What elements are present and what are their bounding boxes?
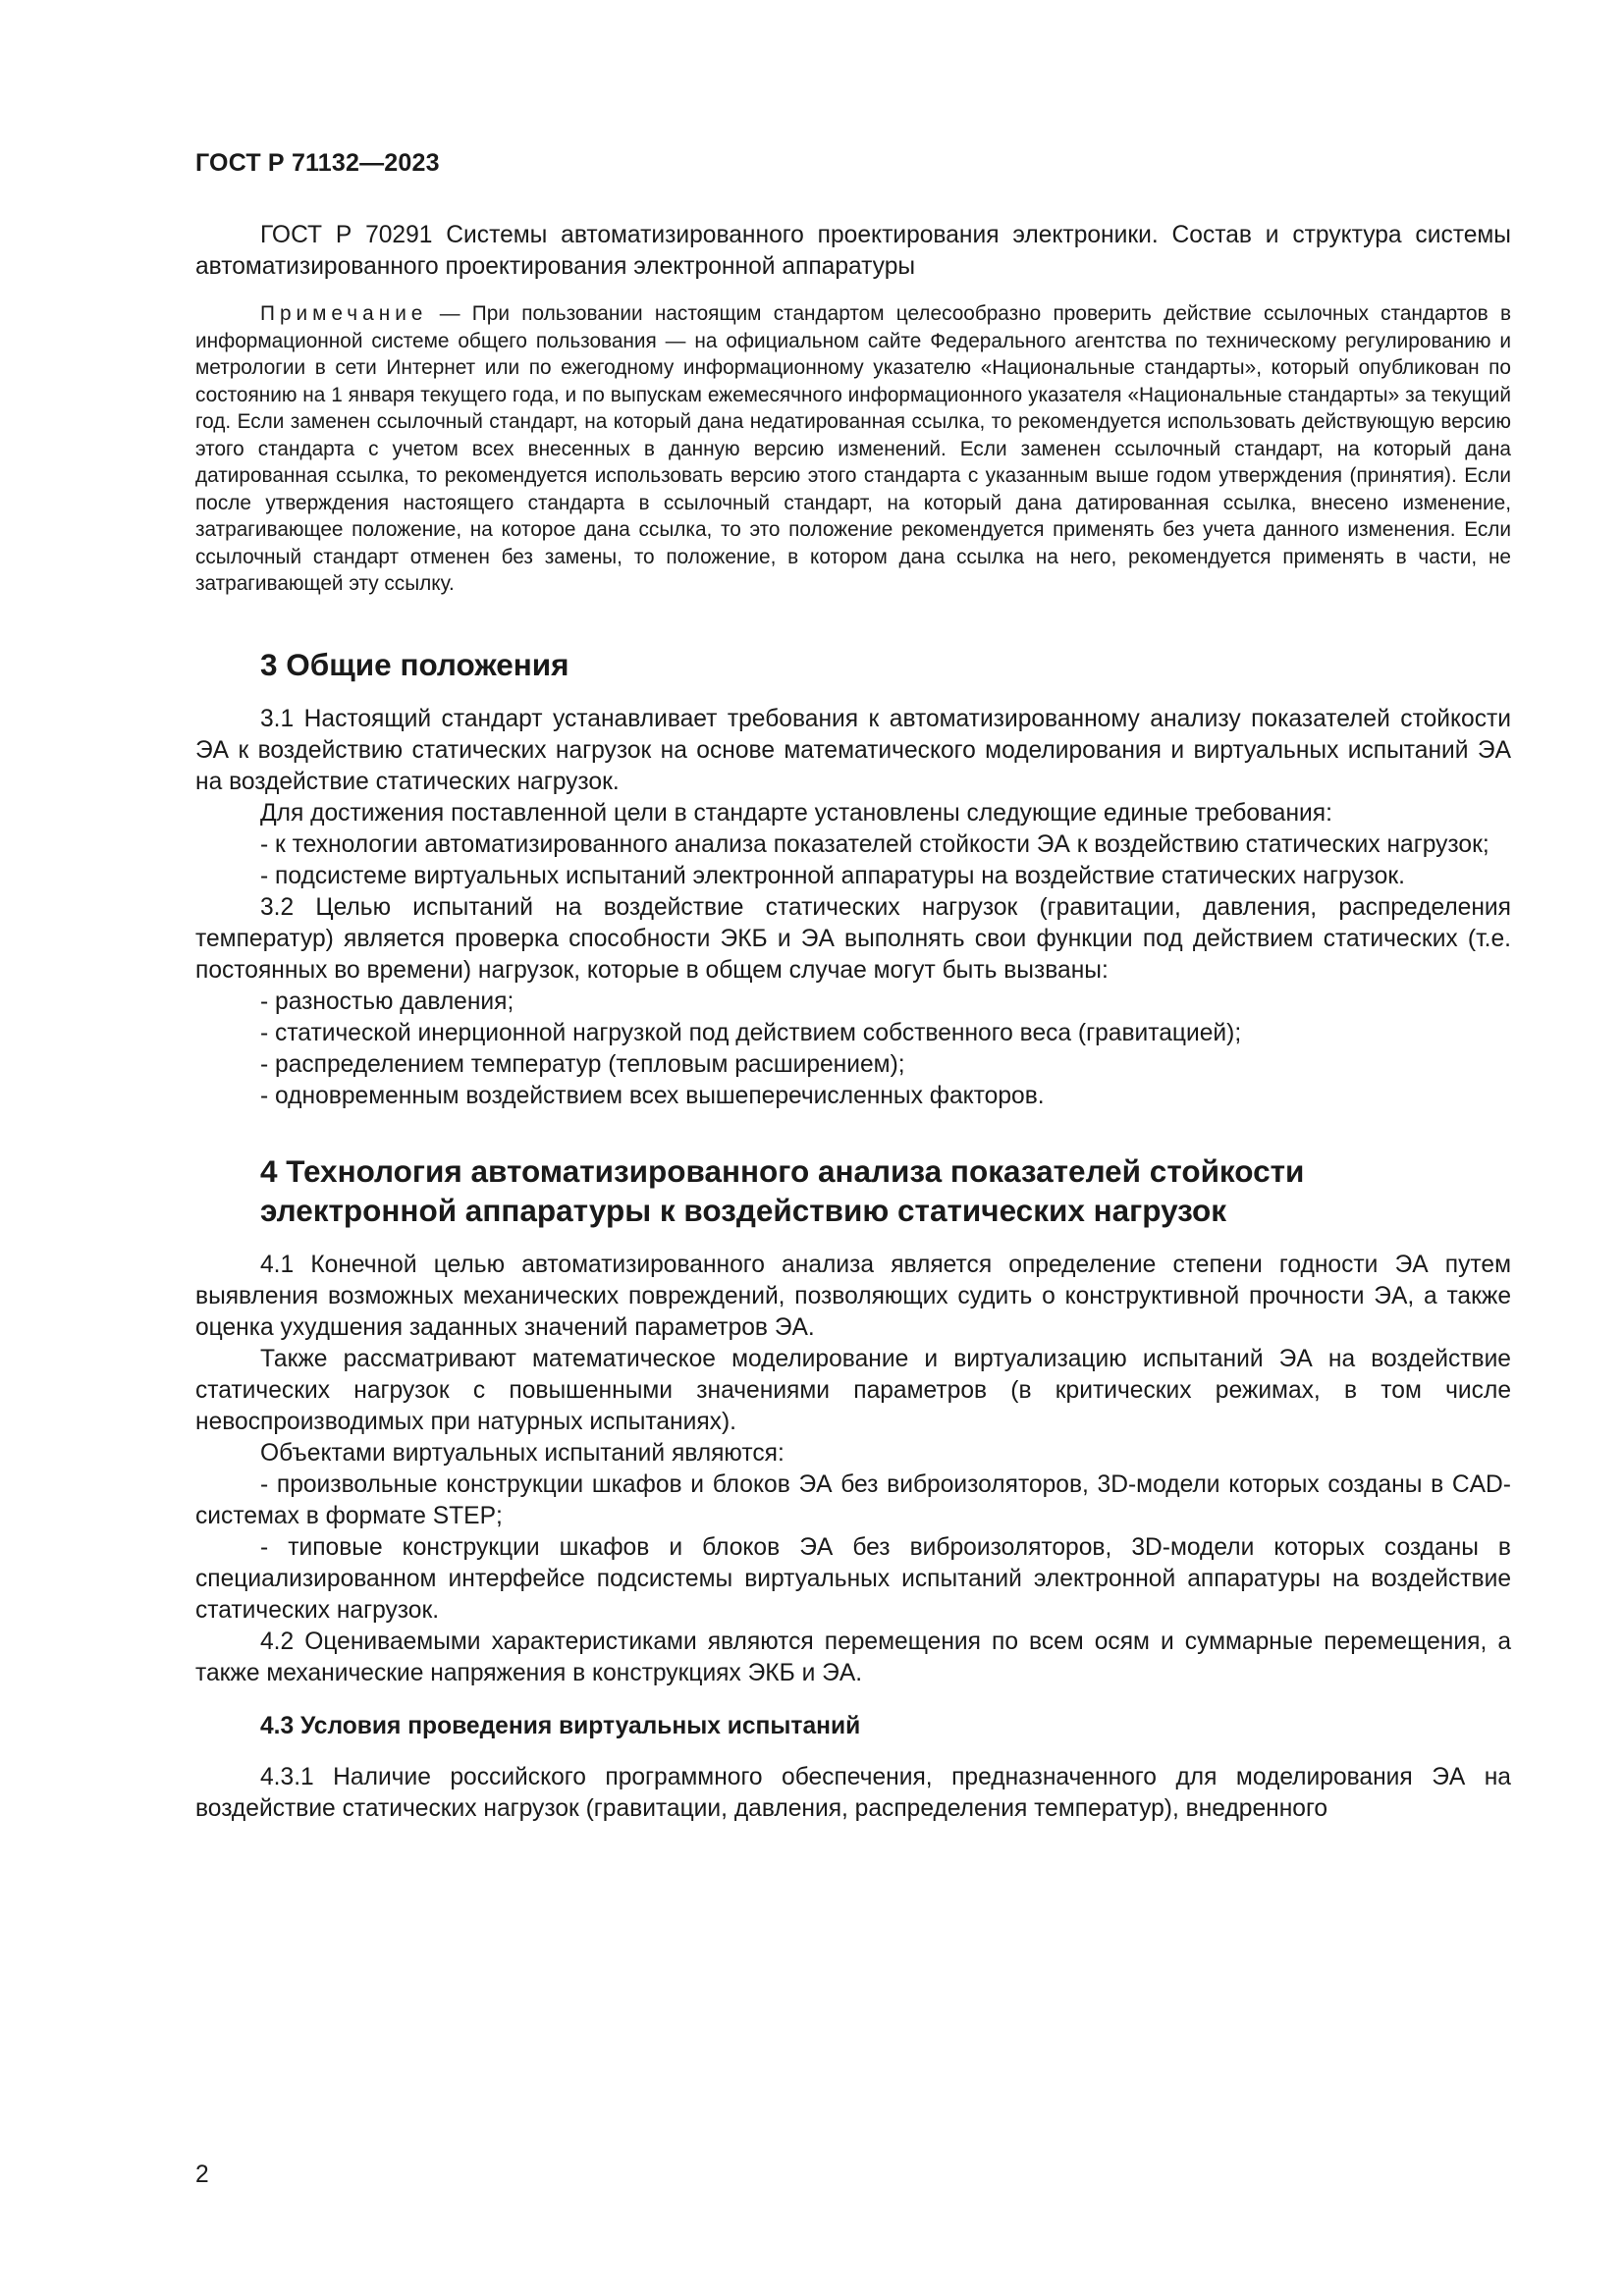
list-item-cause-2: - статической инерционной нагрузкой под действием собственного веса (гравитацией); [260,1019,1242,1046]
paragraph-4-3-1: 4.3.1 Наличие российского программного обеспечения, предназначенного для моделирования ЭА на воздействие статических нагрузок (гравитации, давления, распределения температур), внедренного [195,1763,1511,1822]
reference-entry: ГОСТ Р 70291 Системы автоматизированного проектирования электроники. Состав и структура системы автоматизированного проектирования электронной аппаратуры [195,222,1511,280]
note-text: — При пользовании настоящим стандартом целесообразно проверить действие ссылочных стандартов в информационной системе общего пользования — на официальном сайте Федерального агентства по техническому регулированию и метрологии в сети Интернет или по ежегодному информационному указателю «Национальные стандарты», который опубликован по состоянию на 1 января текущего года, и по выпускам ежемесячного информационного указателя «Национальные стандарты» за текущий год. Если заменен ссылочный стандарт, на который дана недатированная ссылка, то рекомендуется использовать действующую версию этого стандарта с учетом всех внесенных в данную версию изменений. Если заменен ссылочный стандарт, на который дана датированная ссылка, то рекомендуется использовать версию этого стандарта с указанным выше годом утверждения (принятия). Если после утверждения настоящего стандарта в ссылочный стандарт, на который дана датированная ссылка, внесено изменение, затрагивающее положение, на которое дана ссылка, то это положение рекомендуется применять без учета данного изменения. Если ссылочный стандарт отменен без замены, то положение, в котором дана ссылка на него, рекомендуется применять в части, не затрагивающей эту ссылку. [195,302,1511,595]
paragraph-4-2: 4.2 Оцениваемыми характеристиками являются перемещения по всем осям и суммарные перемещения, а также механические напряжения в конструкциях ЭКБ и ЭА. [195,1628,1511,1686]
section-4-heading [195,1151,1511,1230]
page-number: 2 [195,2162,209,2188]
note-paragraph [195,300,1511,598]
document-body [195,220,1511,1825]
list-item-requirement-1: - к технологии автоматизированного анализа показателей стойкости ЭА к воздействию статических нагрузок; [260,830,1489,858]
section-4-heading-line-2: электронной аппаратуры к воздействию статических нагрузок [260,1192,1227,1228]
paragraph-requirements-intro: Для достижения поставленной цели в стандарте установлены следующие единые требования: [260,799,1332,827]
section-4-heading-line-1: 4 Технология автоматизированного анализа показателей стойкости [260,1152,1305,1189]
list-item-cause-4: - одновременным воздействием всех вышеперечисленных факторов. [260,1082,1045,1109]
list-item-object-1: - произвольные конструкции шкафов и блоков ЭА без виброизоляторов, 3D-модели которых созданы в CAD-системах в формате STEP; [195,1470,1511,1529]
document-header: ГОСТ Р 71132—2023 [195,149,440,177]
paragraph-3-2: 3.2 Целью испытаний на воздействие статических нагрузок (гравитации, давления, распределения температур) является проверка способности ЭКБ и ЭА выполнять свои функции под действием статических (т.е. постоянных во времени) нагрузок, которые в общем случае могут быть вызваны: [195,893,1511,984]
paragraph-3-1: 3.1 Настоящий стандарт устанавливает требования к автоматизированному анализу показателей стойкости ЭА к воздействию статических нагрузок на основе математического моделирования и виртуальных испытаний ЭА на воздействие статических нагрузок. [195,705,1511,795]
section-3-heading: 3 Общие положения [260,646,569,682]
list-item-requirement-2: - подсистеме виртуальных испытаний электронной аппаратуры на воздействие статических нагрузок. [260,862,1405,889]
paragraph-4-1: 4.1 Конечной целью автоматизированного анализа является определение степени годности ЭА путем выявления возможных механических повреждений, позволяющих судить о конструктивной прочности ЭА, а также оценка ухудшения заданных значений параметров ЭА. [195,1251,1511,1341]
list-item-object-2: - типовые конструкции шкафов и блоков ЭА без виброизоляторов, 3D-модели которых созданы в специализированном интерфейсе подсистемы виртуальных испытаний электронной аппаратуры на воздействие статических нагрузок. [195,1533,1511,1624]
note-label: Примечание [260,302,428,325]
list-item-cause-1: - разностью давления; [260,988,514,1015]
paragraph-objects-intro: Объектами виртуальных испытаний являются: [260,1439,785,1467]
paragraph-modeling: Также рассматривают математическое моделирование и виртуализацию испытаний ЭА на воздействие статических нагрузок с повышенными значениями параметров (в критических режимах, в том числе невоспроизводимых при натурных испытаниях). [195,1345,1511,1435]
subsection-4-3-heading: 4.3 Условия проведения виртуальных испытаний [260,1712,861,1739]
list-item-cause-3: - распределением температур (тепловым расширением); [260,1050,905,1078]
